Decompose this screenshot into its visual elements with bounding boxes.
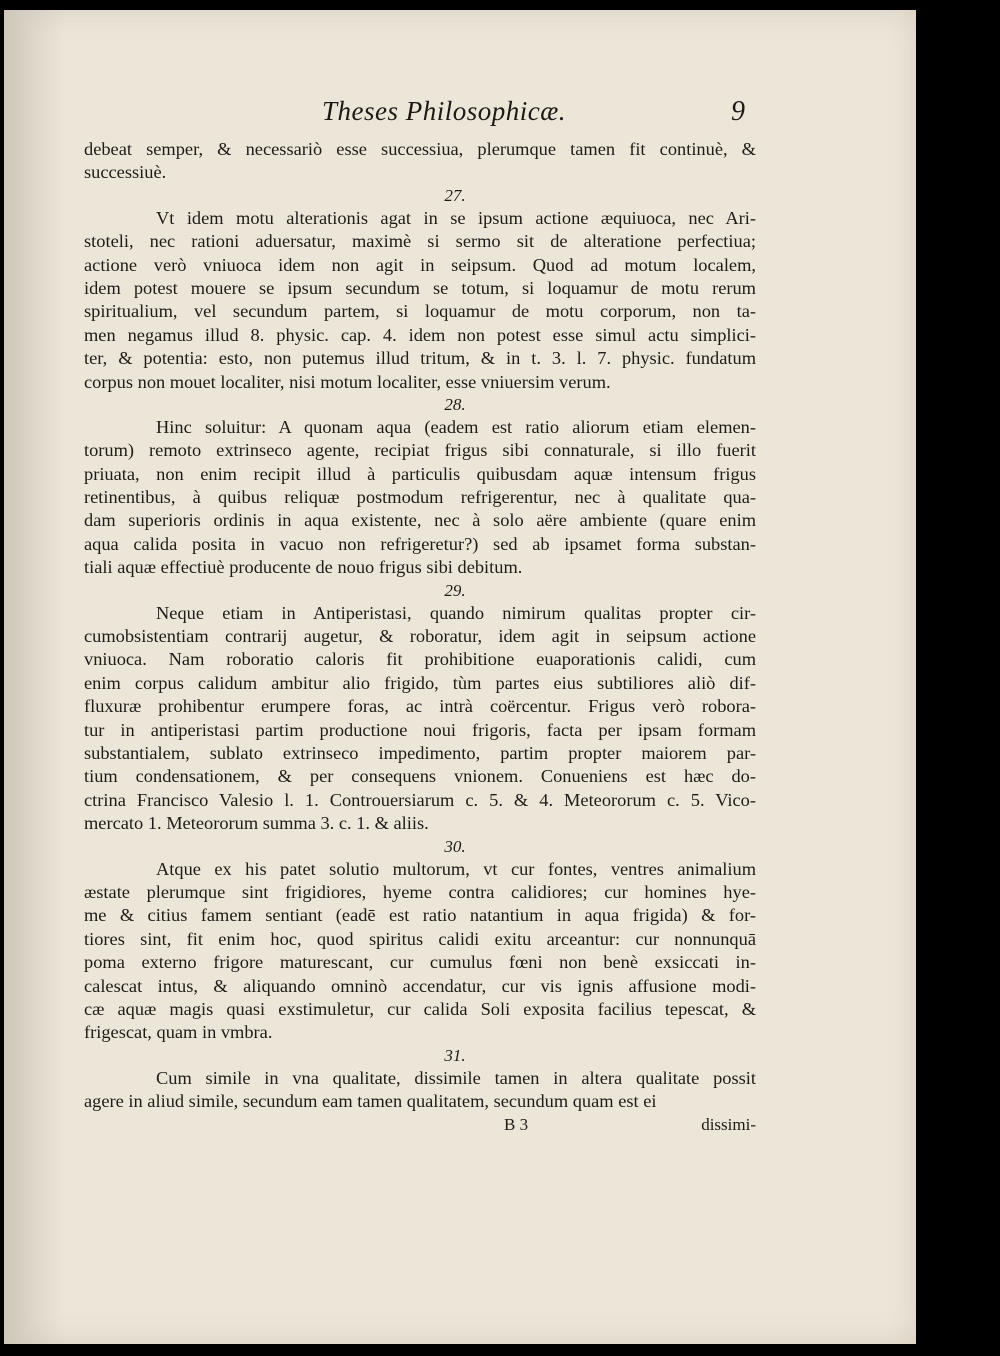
- margin-mark: [12, 812, 18, 822]
- text-line: torum) remoto extrinseco agente, recipiat frigus sibi connaturale, si illo fuerit: [84, 440, 756, 461]
- text-line: priuata, non enim recipit illud à particulis quibusdam aquæ intensum frigus: [84, 463, 756, 484]
- text-line: dam superioris ordinis in aqua existente, nec à solo aëre ambiente (quare enim: [84, 510, 756, 531]
- page-footer: [84, 1113, 756, 1137]
- text-line: æstate plerumque sint frigidiores, hyeme contra calidiores; cur homines hye-: [84, 881, 756, 902]
- catchword: dissimi-: [701, 1115, 756, 1135]
- text-line: enim corpus calidum ambitur alio frigido, tùm partes eius subtiliores aliò dif-: [84, 672, 756, 693]
- text-line: spiritualium, vel secundum partem, si loquamur de motu corporum, non ta-: [84, 301, 756, 322]
- text-line: tium condensationem, & per consequens vnionem. Conueniens est hæc do-: [84, 766, 756, 787]
- thesis-number: 31.: [444, 1045, 466, 1065]
- text-line: frigescat, quam in vmbra.: [84, 1022, 273, 1043]
- thesis-paragraph: [84, 207, 756, 394]
- page-number: 9: [731, 96, 745, 127]
- thesis-number: 29.: [444, 580, 466, 600]
- thesis-paragraph: [84, 416, 756, 580]
- text-line: successiuè.: [84, 162, 167, 183]
- running-head: [4, 96, 916, 130]
- text-line: Vt idem motu alterationis agat in se ipsum actione æquiuoca, nec Ari-: [156, 207, 756, 228]
- text-line: substantialem, sublato extrinseco impedimento, partim propter maiorem par-: [84, 742, 756, 763]
- text-line: cæ aquæ magis quasi exstimuletur, cur calida Soli exposita facilius tepescat, &: [84, 998, 756, 1019]
- text-line: Cum simile in vna qualitate, dissimile tamen in altera qualitate possit: [156, 1067, 756, 1088]
- thesis-number: 27.: [444, 185, 466, 205]
- text-line: mercato 1. Meteororum summa 3. c. 1. & aliis.: [84, 813, 429, 834]
- printer-signature: B 3: [504, 1115, 529, 1135]
- text-line: cumobsistentiam contrarij augetur, & roboratur, idem agit in seipsum actione: [84, 626, 756, 647]
- text-line: poma externo frigore maturescant, cur cumulus fœni non benè exsiccati in-: [84, 952, 756, 973]
- text-line: ter, & potentia: esto, non putemus illud tritum, & in t. 3. l. 7. physic. fundatum: [84, 348, 756, 369]
- text-line: Atque ex his patet solutio multorum, vt cur fontes, ventres animalium: [156, 858, 756, 879]
- text-line: tur in antiperistasi partim productione noui frigoris, facta per ipsam formam: [84, 719, 756, 740]
- body-text: [84, 138, 756, 1137]
- text-line: calescat intus, & aliquando omninò accendatur, cur vis ignis affusione modi-: [84, 975, 756, 996]
- text-line: tiores sint, fit enim hoc, quod spiritus calidi exitu arceantur: cur nonnunquā: [84, 928, 756, 949]
- text-line: retinentibus, à quibus reliquæ postmodum refrigerentur, nec à qualitate qua-: [84, 487, 756, 508]
- text-line: corpus non mouet localiter, nisi motum localiter, esse vniuersim verum.: [84, 371, 611, 392]
- continued-text: [84, 138, 756, 185]
- thesis-paragraph: [84, 602, 756, 836]
- text-line: ctrina Francisco Valesio l. 1. Controuersiarum c. 5. & 4. Meteororum c. 5. Vico-: [84, 789, 756, 810]
- text-line: fluxuræ prohibentur erumpere foras, ac intrà coërcentur. Frigus verò robora-: [84, 696, 756, 717]
- text-line: me & citius famem sentiant (eadē est ratio natantium in aqua frigida) & for-: [84, 905, 756, 926]
- text-line: men negamus illud 8. physic. cap. 4. idem non potest esse simul actu simplici-: [84, 324, 756, 345]
- book-page: [4, 10, 916, 1344]
- text-line: aqua calida posita in vacuo non refrigeretur?) sed ab ipsamet forma substan-: [84, 533, 756, 554]
- thesis-paragraph: [84, 1067, 756, 1114]
- text-line: vniuoca. Nam roboratio caloris fit prohibitione euaporationis calidi, cum: [84, 649, 756, 670]
- text-line: agere in aliud simile, secundum eam tamen qualitatem, secundum quam est ei: [84, 1091, 657, 1112]
- text-line: Hinc soluitur: A quonam aqua (eadem est ratio aliorum etiam elemen-: [156, 416, 756, 437]
- text-line: Neque etiam in Antiperistasi, quando nimirum qualitas propter cir-: [156, 602, 756, 623]
- text-line: debeat semper, & necessariò esse successiua, plerumque tamen fit continuè, &: [84, 139, 756, 159]
- text-line: actione verò vniuoca idem non agit in seipsum. Quod ad motum localem,: [84, 254, 756, 275]
- text-line: idem potest mouere se ipsum secundum se totum, si loquamur de motu rerum: [84, 277, 756, 298]
- text-line: tiali aquæ effectiuè producente de nouo frigus sibi debitum.: [84, 557, 523, 578]
- gutter-shadow: [4, 10, 64, 1344]
- thesis-number: 30.: [444, 836, 466, 856]
- thesis-number: 28.: [444, 394, 466, 414]
- text-line: stoteli, nec rationi aduersatur, maximè si sermo sit de alteratione perfectiua;: [84, 231, 756, 252]
- running-title: Theses Philosophicæ.: [322, 96, 566, 126]
- thesis-paragraph: [84, 858, 756, 1045]
